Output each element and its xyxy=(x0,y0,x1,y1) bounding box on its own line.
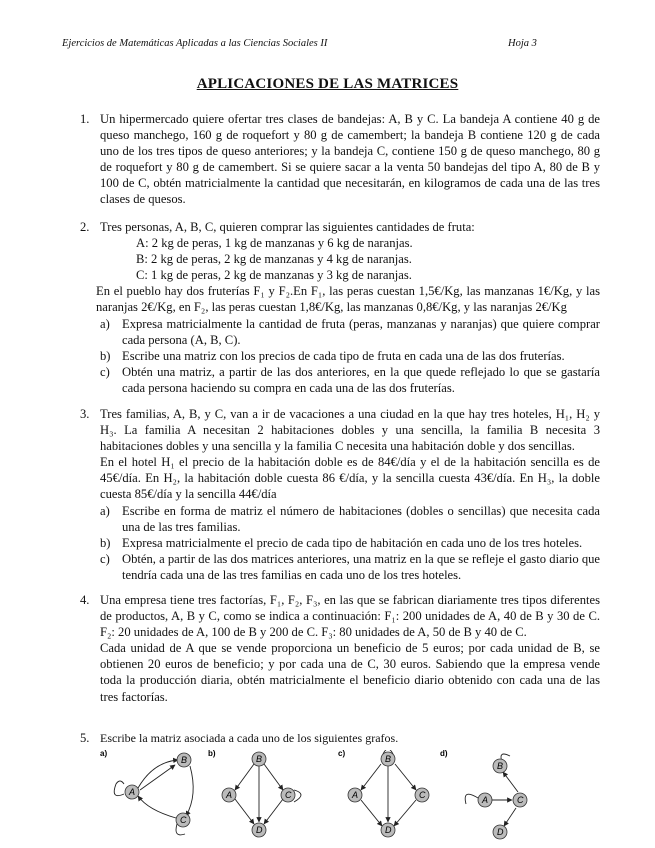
graph-node-label: D xyxy=(256,825,263,835)
graph-node-label: B xyxy=(181,755,188,765)
subitem-label: c) xyxy=(100,551,110,566)
subitem-label: b) xyxy=(100,535,111,550)
exercise-2 xyxy=(80,219,600,396)
exercise-number: 2. xyxy=(80,220,90,234)
graph-label: a) xyxy=(100,750,108,758)
exercise-intro: Tres personas, A, B, C, quieren comprar las siguientes cantidades de fruta: xyxy=(100,220,475,234)
subitem-label: c) xyxy=(100,364,110,379)
subitem xyxy=(100,316,600,348)
graph-node-label: A xyxy=(352,790,359,800)
graph-node-label: A xyxy=(482,795,489,805)
exercise-number: 5. xyxy=(80,731,90,745)
graph-node-label: C xyxy=(180,815,187,825)
subitem-text: Expresa matricialmente la cantidad de fruta (peras, manzanas y naranjas) que quiere comprar cada persona (A, B, C). xyxy=(122,316,600,347)
subitem-label: b) xyxy=(100,348,111,363)
exercise-3 xyxy=(80,406,600,583)
exercise-5 xyxy=(80,730,600,746)
header-title: Ejercicios de Matemáticas Aplicadas a las Ciencias Sociales II xyxy=(62,38,328,49)
graph-node-label: B xyxy=(497,761,504,771)
subitem-text: Obtén una matriz, a partir de las dos anteriores, en la que quede reflejado lo que se gastaría cada persona haciendo su compra en cada una de las dos fruterías. xyxy=(122,364,600,395)
graph-label: c) xyxy=(338,750,346,758)
exercise-paragraph: En el pueblo hay dos fruterías F₁ y F₂.En F₁, las peras cuestan 1,5€/Kg, las manzanas 1€/Kg, y las naranjas 2€/Kg, en F₂, las peras cuestan 1,8€/Kg, las manzanas 0,8€/Kg, y las naranjas 2€/Kg xyxy=(96,284,600,315)
graph-node-label: C xyxy=(517,795,524,805)
exercise-number: 4. xyxy=(80,593,90,607)
subitem-text: Expresa matricialmente el precio de cada tipo de habitación en cada uno de los tres hoteles. xyxy=(122,535,583,550)
exercise-text: Tres familias, A, B, y C, van a ir de vacaciones a una ciudad en la que hay tres hoteles, H₁, H₂ y H₃. La familia A necesitan 2 habitaciones dobles y una sencilla, la familia B necesita 3 habitaciones dobles y una sencilla y la familia C necesita una habitación doble y dos sencillas. xyxy=(100,407,600,454)
graph-node-label: A xyxy=(129,787,136,797)
exercise-text: Escribe la matriz asociada a cada uno de los siguientes grafos. xyxy=(100,731,399,745)
purchase-line: A: 2 kg de peras, 1 kg de manzanas y 6 kg de naranjas. xyxy=(136,236,413,251)
graphs-figure xyxy=(98,750,598,845)
exercise-text: Un hipermercado quiere ofertar tres clases de bandejas: A, B y C. La bandeja A contiene 40 g de queso manchego, 160 g de roquefort y 80 g de camembert; la bandeja B contiene 120 g de cada uno de los tres tipos de queso anteriores; y la bandeja C, contiene 150 g de queso manchego, 80 g de roquefort y 80 g de camembert. Si se quiere sacar a la venta 50 bandejas del tipo A, 80 de B y 100 de C, obtén matricialmente la cantidad que necesitarán, en kilogramos de cada una de las tres clases de quesos. xyxy=(100,112,600,207)
page-title: APLICACIONES DE LAS MATRICES xyxy=(196,76,459,92)
subitem-text: Escribe una matriz con los precios de cada tipo de fruta en cada una de las dos fruterías. xyxy=(122,348,565,363)
purchase-line: C: 1 kg de peras, 2 kg de manzanas y 3 kg de naranjas. xyxy=(136,268,412,283)
graph-node-label: B xyxy=(385,754,392,764)
subitem-label: a) xyxy=(100,316,110,331)
exercise-1 xyxy=(80,111,600,208)
header-sheet: Hoja 3 xyxy=(508,38,537,49)
subitem xyxy=(100,503,600,535)
exercise-paragraph: Cada unidad de A que se vende proporciona un beneficio de 5 euros; por cada unidad de B, se obtienen 20 euros de beneficio; y por cada una de C, 30 euros. Sabiendo que la empresa vende toda la producción diaria, obtén matricialmente el beneficio diario obtenido con cada una de las tres factorías. xyxy=(100,641,600,704)
graph-node-label: B xyxy=(256,754,263,764)
purchase-line: B: 2 kg de peras, 2 kg de manzanas y 4 kg de naranjas. xyxy=(136,252,412,267)
subitem-text: Obtén, a partir de las dos matrices anteriores, una matriz en la que se refleje el gasto diario que tendría cada una de las tres familias en cada uno de los tres hoteles. xyxy=(122,551,600,582)
exercise-4 xyxy=(80,592,600,705)
subitem xyxy=(100,535,600,551)
subitem xyxy=(100,348,600,364)
graph-node-label: D xyxy=(497,827,504,837)
exercise-paragraph: En el hotel H₁ el precio de la habitación doble es de 84€/día y el de la habitación sencilla es de 45€/día. En H₂, la habitación doble cuesta 86 €/día, y la sencilla cuesta 43€/día. En H₃, la doble cuesta 85€/día y la sencilla 44€/día xyxy=(100,455,600,502)
exercise-number: 3. xyxy=(80,407,90,421)
graph-node-label: A xyxy=(226,790,233,800)
graph-node-label: C xyxy=(419,790,426,800)
graph-node-label: C xyxy=(285,790,292,800)
subitem xyxy=(100,551,600,583)
graph-label: b) xyxy=(208,750,216,758)
graph-label: d) xyxy=(440,750,448,758)
exercise-text: Una empresa tiene tres factorías, F₁, F₂, F₃, en las que se fabrican diariamente tres tipos diferentes de productos, A, B y C, como se indica a continuación: F₁: 200 unidades de A, 40 de B y 30 de C. F₂: 20 unidades de A, 100 de B y 200 de C. F₃: 80 unidades de A, 50 de B y 40 de C. xyxy=(100,593,600,640)
graph-node-label: D xyxy=(385,825,392,835)
subitem-text: Escribe en forma de matriz el número de habitaciones (dobles o sencillas) que necesita cada una de las tres familias. xyxy=(122,503,600,534)
subitem-label: a) xyxy=(100,503,110,518)
subitem xyxy=(100,364,600,396)
exercise-number: 1. xyxy=(80,112,90,126)
